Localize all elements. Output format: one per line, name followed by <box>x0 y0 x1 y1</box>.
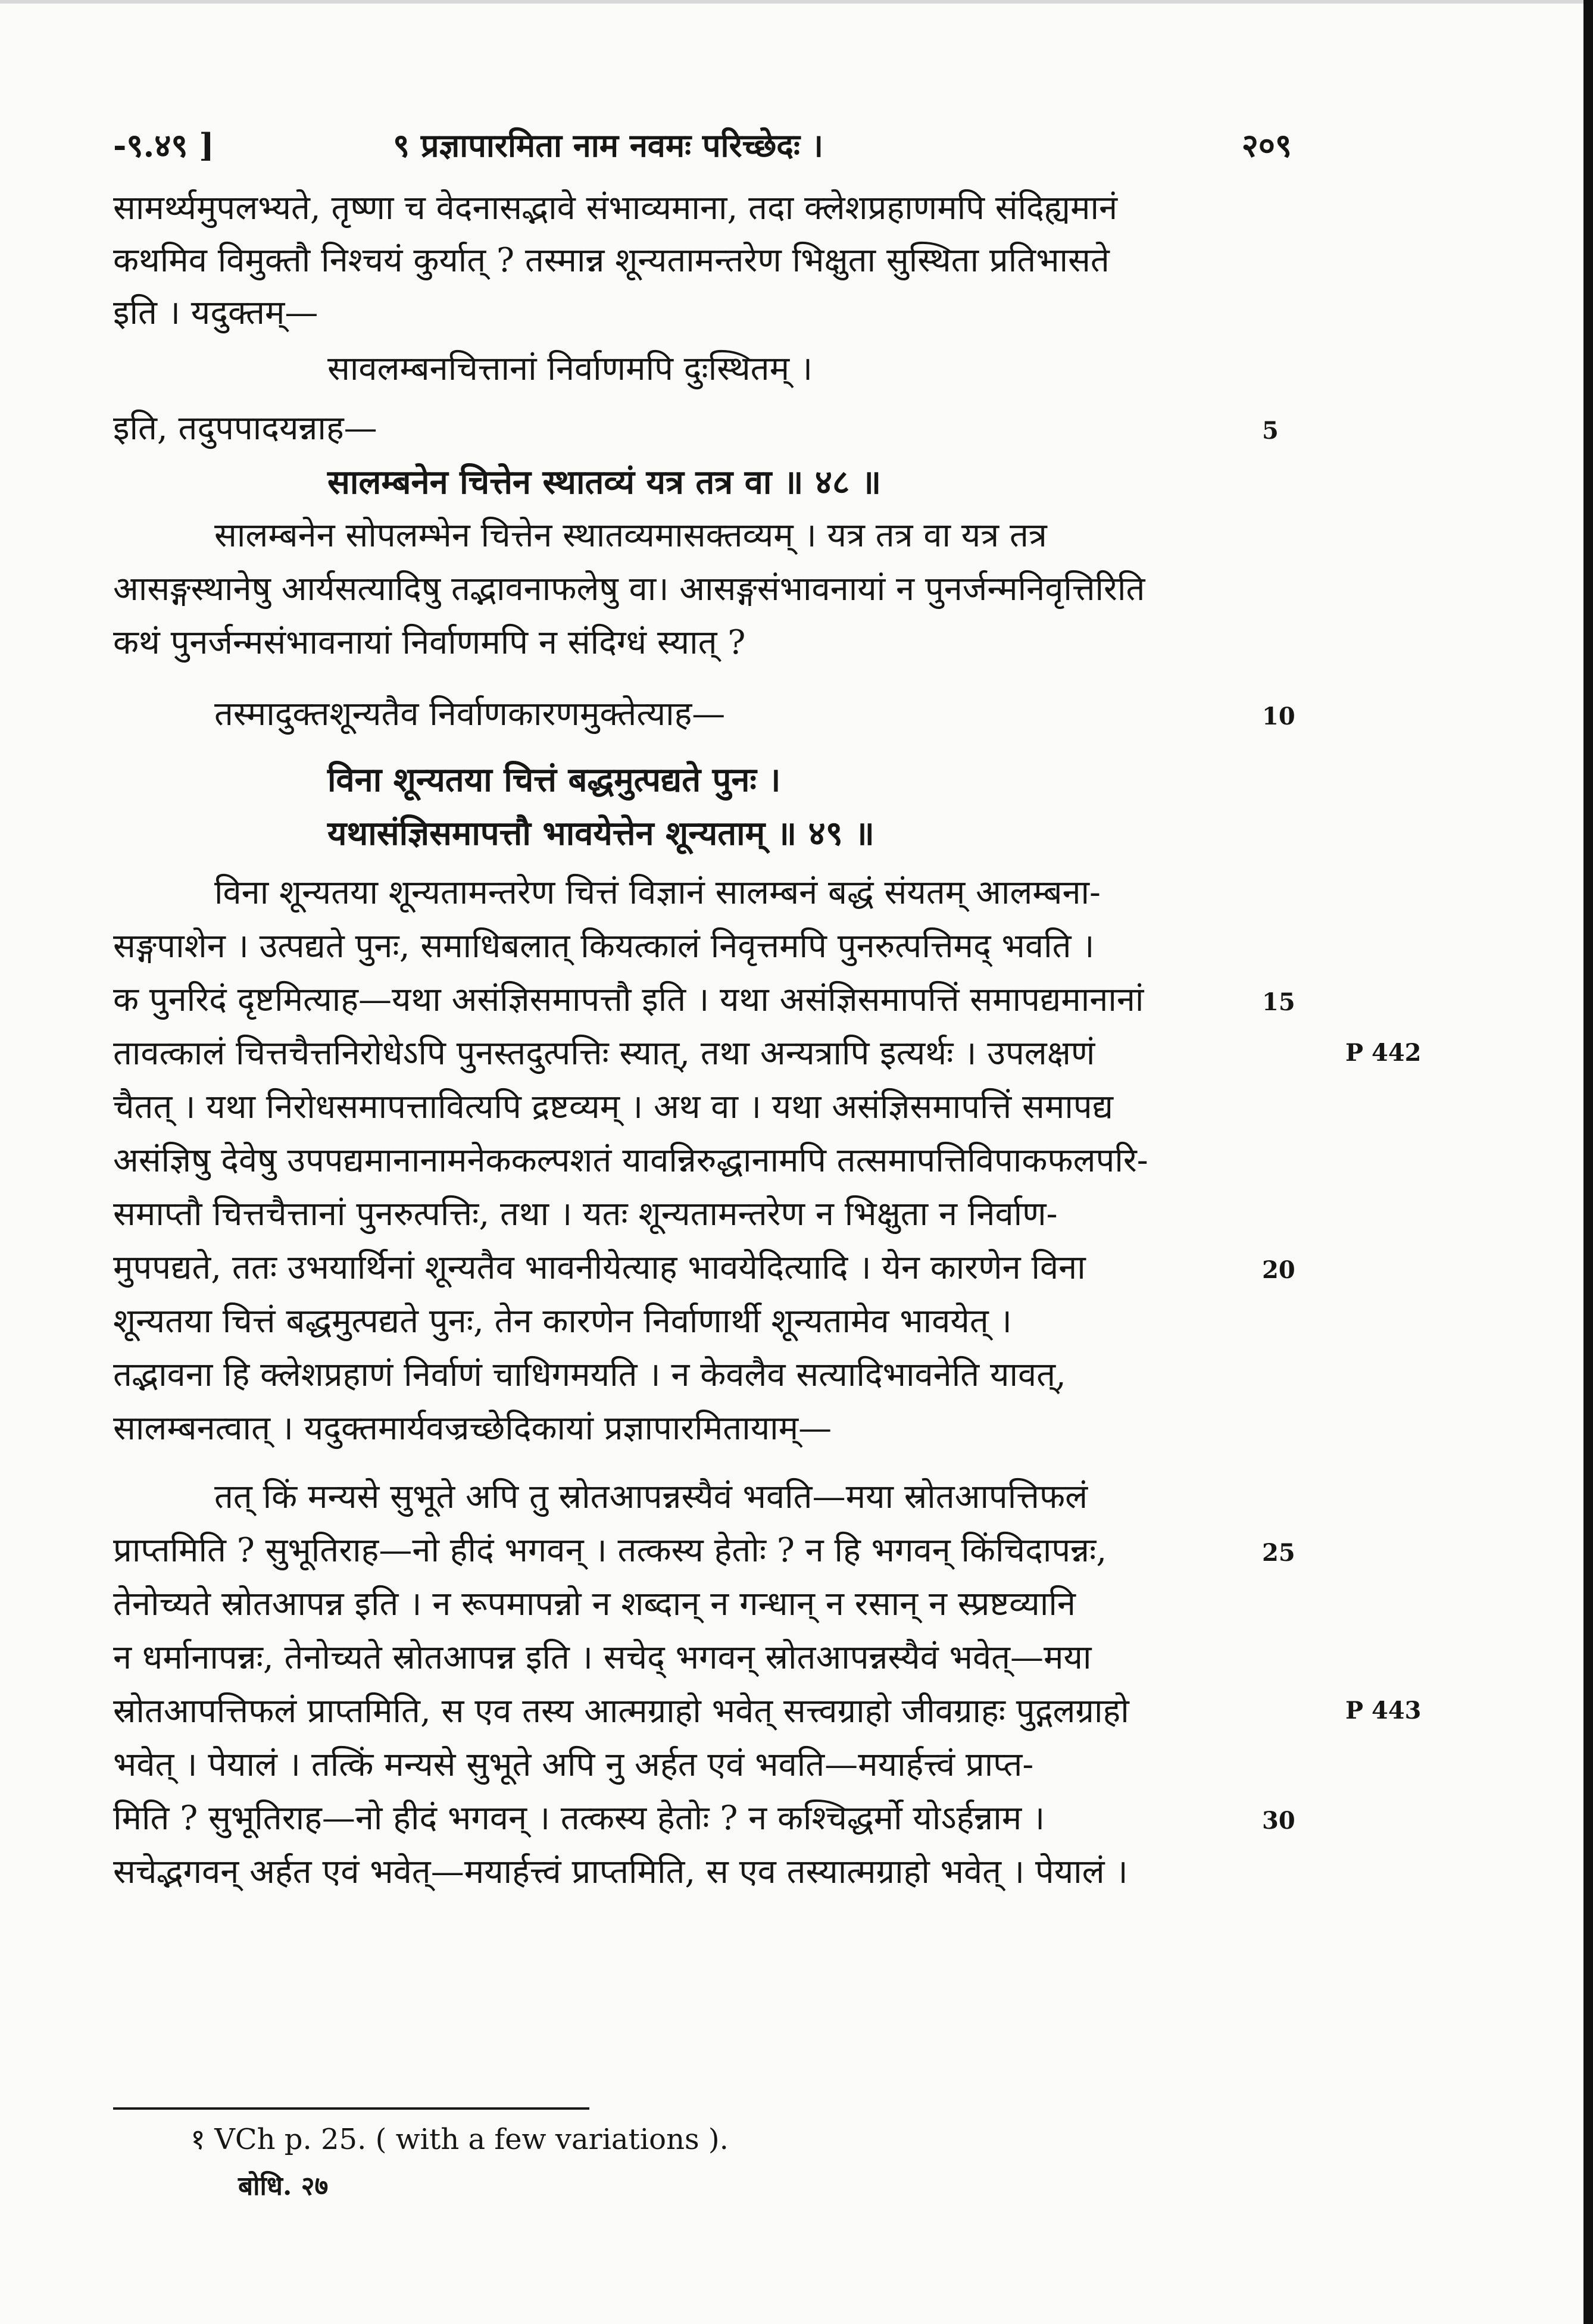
text-line: शून्यतया चित्तं बद्धमुत्पद्यते पुनः, तेन कारणेन निर्वाणार्थी शून्यतामेव भावयेत् । <box>113 1302 1012 1341</box>
quotation-line: न धर्मानापन्नः, तेनोच्यते स्रोतआपन्न इति । सचेद् भगवन् स्रोतआपन्नस्यैवं भवेत्—मया <box>113 1638 1092 1677</box>
text-line: असंज्ञिषु देवेषु उपपद्यमानानामनेककल्पशतं यावन्निरुद्धानामपि तत्समापत्तिविपाकफलपरि- <box>113 1141 1148 1180</box>
scan-edge-right <box>1583 0 1593 2324</box>
running-header <box>113 122 1292 176</box>
root-verse: विना शून्यतया चित्तं बद्धमुत्पद्यते पुनः । <box>327 760 781 799</box>
quotation-line: स्रोतआपत्तिफलं प्राप्तमिति, स एव तस्य आत्मग्राहो भवेत् सत्त्वग्राहो जीवग्राहः पुद्गलग्राहो <box>113 1692 1129 1730</box>
text-line: मुपपद्यते, ततः उभयार्थिनां शून्यतैव भावनीयेत्याह भावयेदित्यादि । येन कारणेन विना <box>113 1248 1086 1287</box>
text-line: क पुनरिदं दृष्टमित्याह—यथा असंज्ञिसमापत्तौ इति । यथा असंज्ञिसमापत्तिं समापद्यमानानां <box>113 980 1144 1019</box>
margin-line-number: 20 <box>1262 1256 1295 1284</box>
text-line: तस्मादुक्तशून्यतैव निर्वाणकारणमुक्तेत्याह— <box>214 695 726 733</box>
footnote: १ VCh p. 25. ( with a few variations ). <box>190 2123 729 2156</box>
header-chapter-title: ९ प्रज्ञापारमिता नाम नवमः परिच्छेदः । <box>393 126 824 164</box>
header-page-number: २०९ <box>1241 126 1292 164</box>
margin-line-number: 10 <box>1262 702 1295 730</box>
quotation-line: भवेत् । पेयालं । तत्किं मन्यसे सुभूते अपि नु अर्हत एवं भवति—मयार्हत्त्वं प्राप्त- <box>113 1745 1034 1784</box>
text-line: तद्भावना हि क्लेशप्रहाणं निर्वाणं चाधिगमयति । न केवलैव सत्यादिभावनेति यावत्, <box>113 1355 1066 1394</box>
text-line: इति, तदुपपादयन्नाह— <box>113 409 377 448</box>
margin-line-number: 30 <box>1262 1807 1295 1835</box>
footnote-rule <box>113 2107 589 2110</box>
quotation-line: मिति ? सुभूतिराह—नो हीदं भगवन् । तत्कस्य हेतोः ? न कश्चिद्धर्मो योऽर्हन्नाम । <box>113 1799 1045 1838</box>
text-line: कथमिव विमुक्तौ निश्चयं कुर्यात् ? तस्मान्न शून्यतामन्तरेण भिक्षुता सुस्थिता प्रतिभासते <box>113 241 1110 280</box>
text-line: तावत्कालं चित्तचैत्तनिरोधेऽपि पुनस्तदुत्पत्तिः स्यात्, तथा अन्यत्रापि इत्यर्थः । उपलक्षणं <box>113 1034 1095 1073</box>
root-verse: सालम्बनेन चित्तेन स्थातव्यं यत्र तत्र वा ॥ ४८ ॥ <box>327 463 882 502</box>
quoted-verse: सावलम्बनचित्तानां निर्वाणमपि दुःस्थितम् । <box>327 349 813 388</box>
margin-line-number: 5 <box>1262 417 1279 445</box>
text-line: सालम्बनेन सोपलम्भेन चित्तेन स्थातव्यमासक्तव्यम् । यत्र तत्र वा यत्र तत्र <box>214 516 1047 555</box>
margin-line-number: 15 <box>1262 988 1295 1016</box>
quotation-line: सचेद्भगवन् अर्हत एवं भवेत्—मयार्हत्त्वं प्राप्तमिति, स एव तस्यात्मग्राहो भवेत् । पेयालं । <box>113 1853 1128 1891</box>
source-page-marker: P 442 <box>1345 1039 1422 1067</box>
quotation-line: तेनोच्यते स्रोतआपन्न इति । न रूपमापन्नो न शब्दान् न गन्धान् न रसान् न स्प्रष्टव्यानि <box>113 1585 1076 1623</box>
quotation-line: प्राप्तमिति ? सुभूतिराह—नो हीदं भगवन् । तत्कस्य हेतोः ? न हि भगवन् किंचिदापन्नः, <box>113 1531 1107 1570</box>
text-line: सङ्गपाशेन । उत्पद्यते पुनः, समाधिबलात् कियत्कालं निवृत्तमपि पुनरुत्पत्तिमद् भवति । <box>113 927 1095 966</box>
header-verse-range: -९.४९ ] <box>113 126 214 164</box>
text-line: विना शून्यतया शून्यतामन्तरेण चित्तं विज्ञानं सालम्बनं बद्धं संयतम् आलम्बना- <box>214 873 1101 912</box>
text-line: कथं पुनर्जन्मसंभावनायां निर्वाणमपि न संदिग्धं स्यात् ? <box>113 623 746 662</box>
text-line: इति । यदुक्तम्— <box>113 293 318 332</box>
text-line: सालम्बनत्वात् । यदुक्तमार्यवज्रच्छेदिकायां प्रज्ञापारमितायाम्— <box>113 1409 832 1448</box>
text-line: सामर्थ्यमुपलभ्यते, तृष्णा च वेदनासद्भावे संभाव्यमाना, तदा क्लेशप्रहाणमपि संदिह्यमानं <box>113 189 1118 227</box>
margin-line-number: 25 <box>1262 1539 1295 1567</box>
text-line: समाप्तौ चित्तचैत्तानां पुनरुत्पत्तिः, तथा । यतः शून्यतामन्तरेण न भिक्षुता न निर्वाण- <box>113 1195 1058 1233</box>
source-page-marker: P 443 <box>1345 1697 1422 1725</box>
quotation-line: तत् किं मन्यसे सुभूते अपि तु स्रोतआपन्नस्यैवं भवति—मया स्रोतआपत्तिफलं <box>214 1478 1088 1516</box>
scan-edge-top <box>0 0 1593 4</box>
text-line: चैतत् । यथा निरोधसमापत्तावित्यपि द्रष्टव्यम् । अथ वा । यथा असंज्ञिसमापत्तिं समापद्य <box>113 1088 1113 1126</box>
text-line: आसङ्गस्थानेषु आर्यसत्यादिषु तद्भावनाफलेषु वा। आसङ्गसंभावनायां न पुनर्जन्मनिवृत्तिरिति <box>113 570 1145 608</box>
root-verse: यथासंज्ञिसमापत्तौ भावयेत्तेन शून्यताम् ॥ ४९ ॥ <box>327 814 874 853</box>
signature-mark: बोधि. २७ <box>238 2171 329 2201</box>
